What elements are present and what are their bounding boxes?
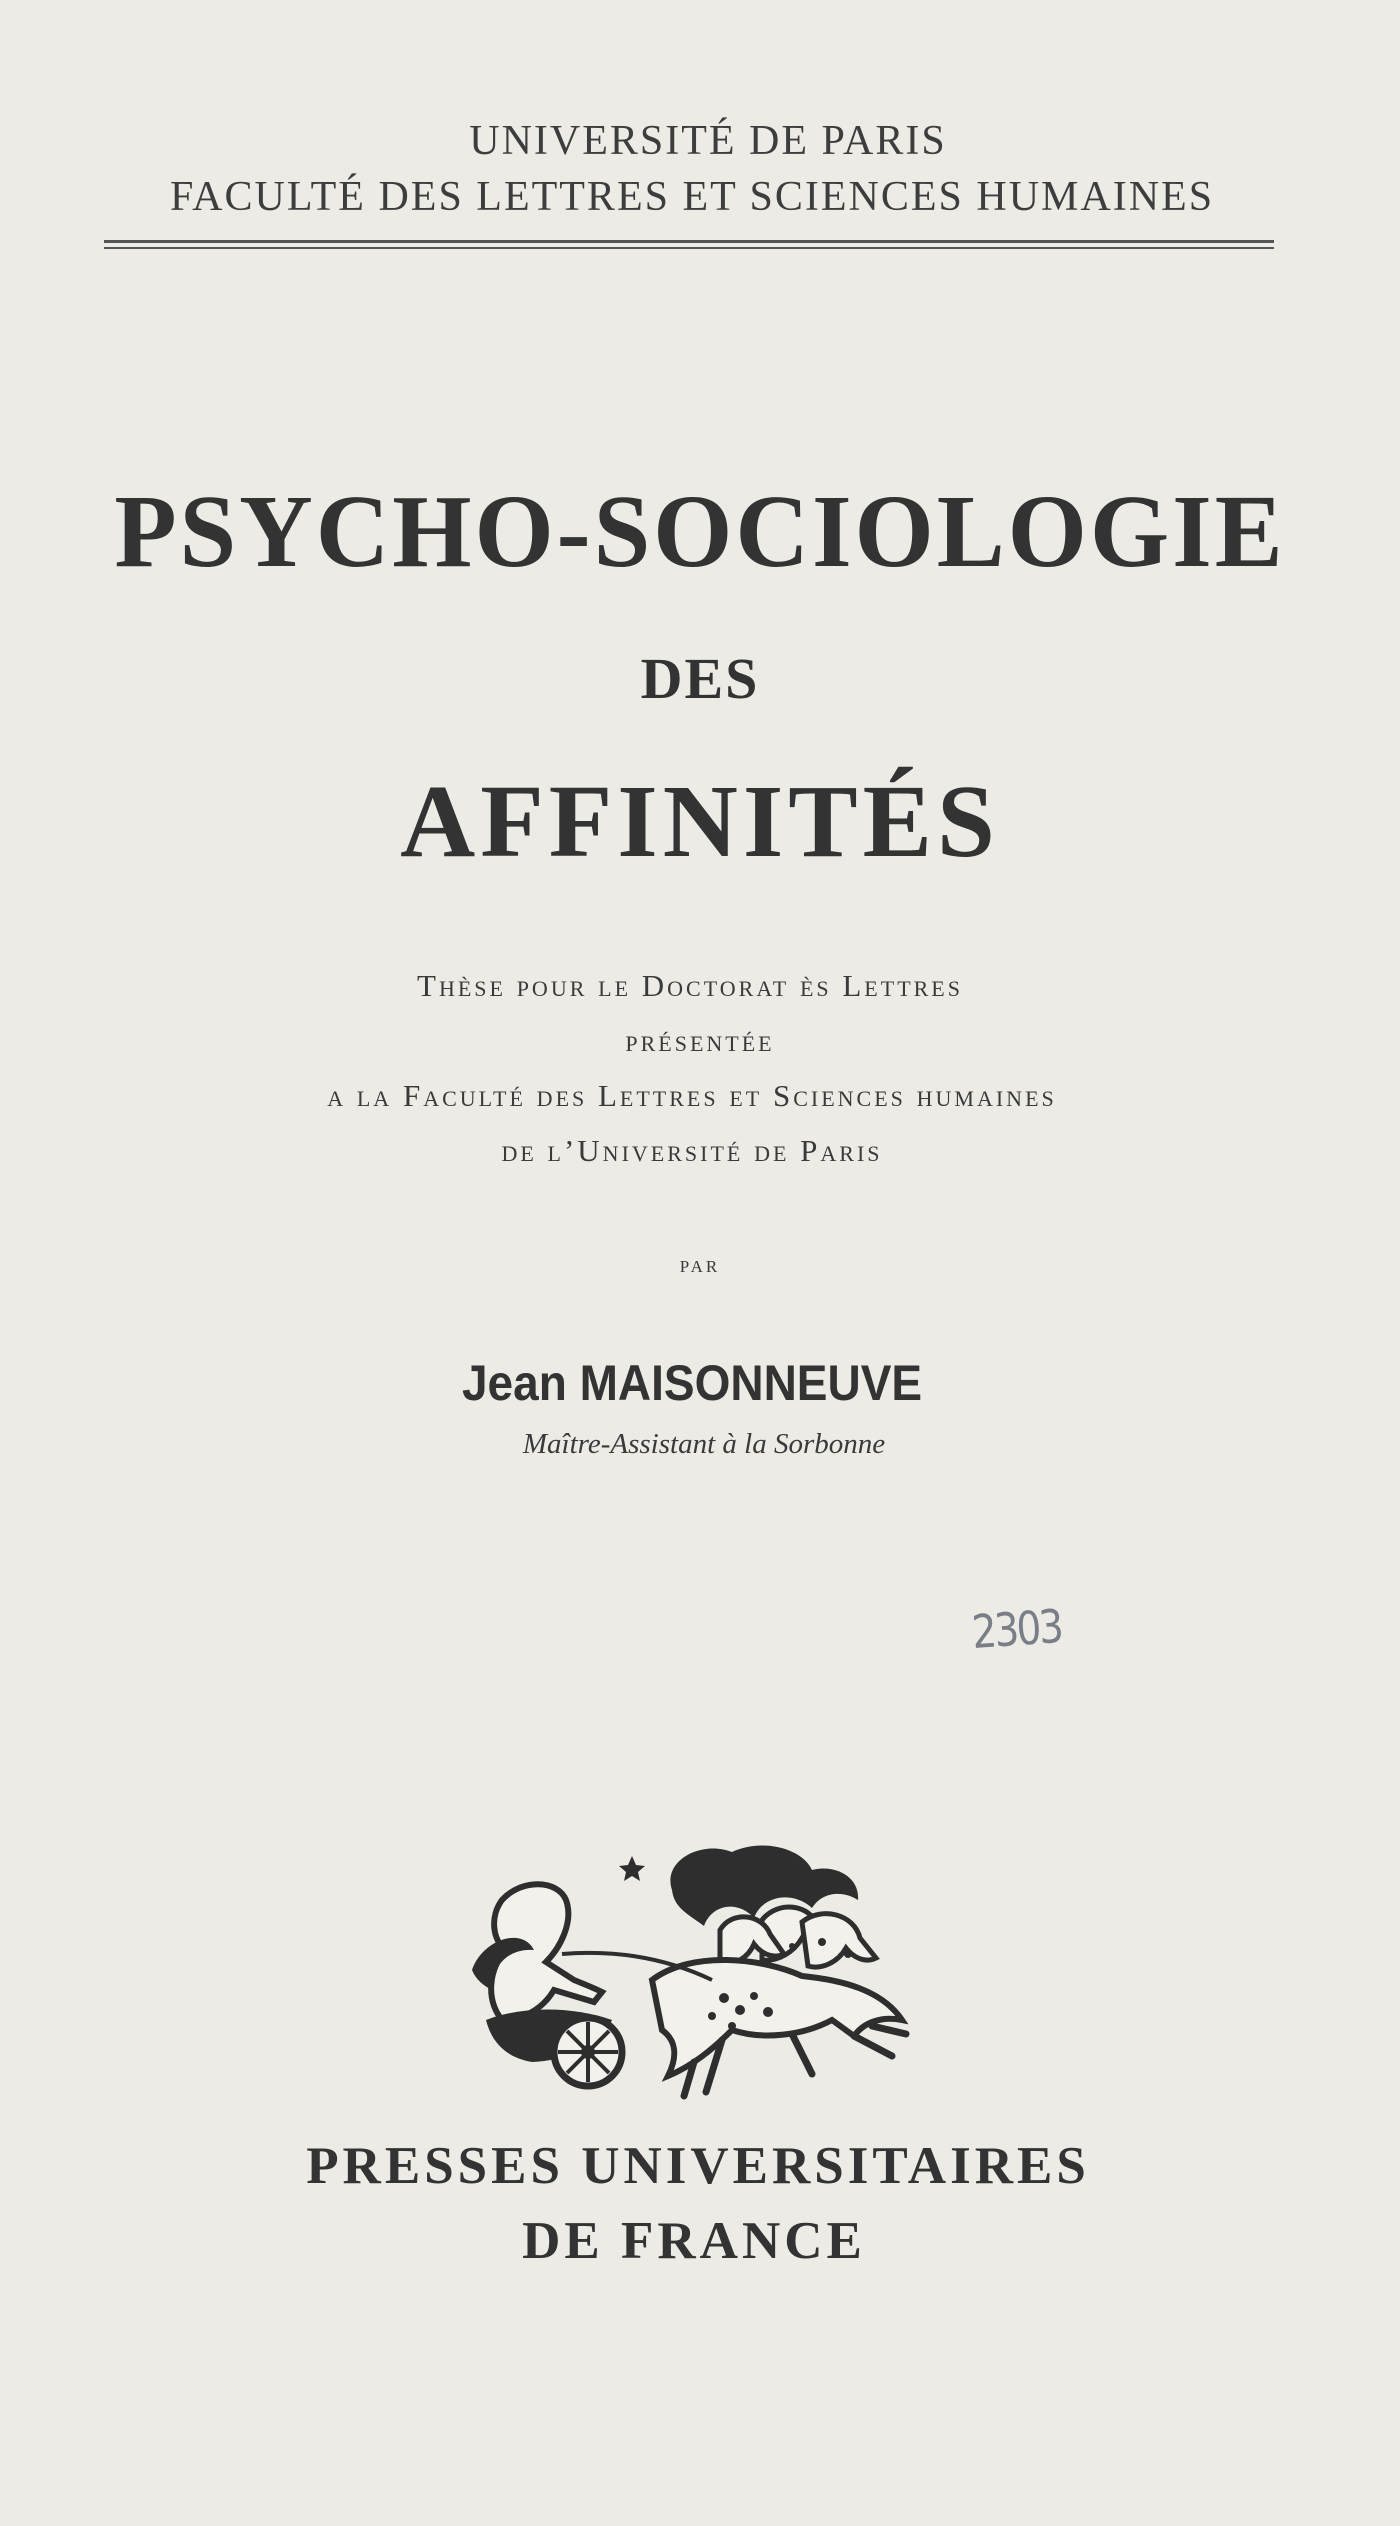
thesis-line-2: présentée xyxy=(625,1023,775,1058)
star-icon xyxy=(619,1856,645,1881)
university-name: UNIVERSITÉ DE PARIS xyxy=(469,118,947,164)
header-rule-top xyxy=(104,240,1274,243)
chariot-with-horses-emblem-icon xyxy=(462,1830,912,2100)
book-title-line-1: PSYCHO-SOCIOLOGIE xyxy=(114,474,1286,589)
author-role: Maître-Assistant à la Sorbonne xyxy=(522,1428,886,1460)
publisher-line-2: DE FRANCE xyxy=(522,2212,866,2270)
by-label: par xyxy=(679,1252,721,1278)
horse-bodies-shape xyxy=(652,1960,902,2076)
thesis-line-3: a la Faculté des Lettres et Sciences humaines xyxy=(327,1078,1057,1113)
header-rule-bottom xyxy=(104,247,1274,249)
faculty-name: FACULTÉ DES LETTRES ET SCIENCES HUMAINES xyxy=(169,174,1215,220)
thesis-line-1: Thèse pour le Doctorat ès Lettres xyxy=(417,968,963,1003)
horse-head-2 xyxy=(802,1914,876,1967)
publisher-line-1: PRESSES UNIVERSITAIRES xyxy=(306,2137,1090,2195)
thesis-line-4: de l’Université de Paris xyxy=(501,1133,883,1168)
handwritten-shelf-number: 2303 xyxy=(970,1598,1063,1660)
book-title-line-3: AFFINITÉS xyxy=(400,764,1000,879)
author-name: Jean MAISONNEUVE xyxy=(461,1355,923,1411)
book-title-line-2: DES xyxy=(640,646,760,711)
